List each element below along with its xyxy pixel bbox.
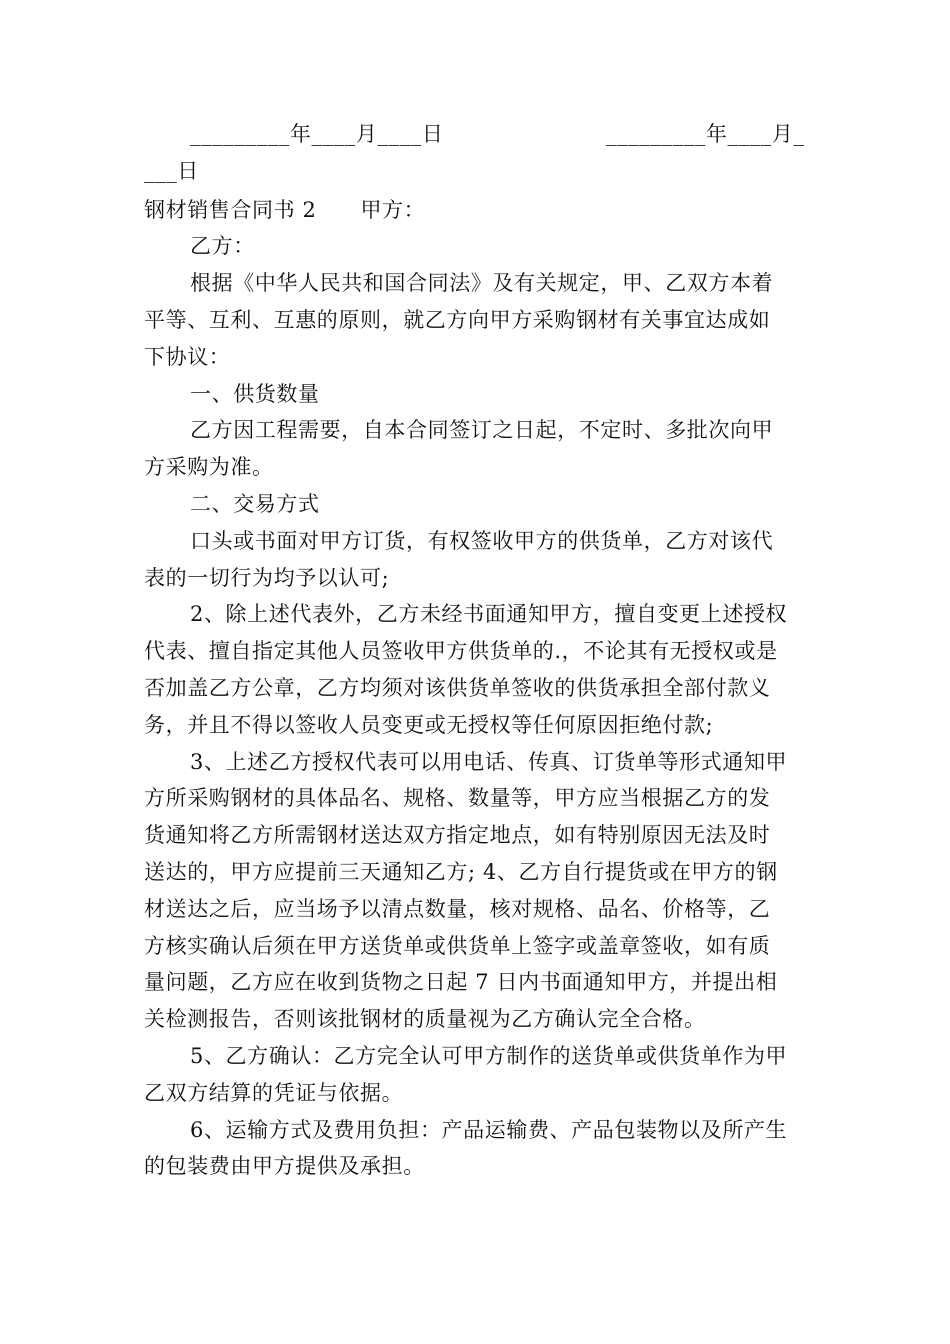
text-line-intro-1: 根据《中华人民共和国合同法》及有关规定，甲、乙双方本着 <box>190 271 774 296</box>
text-line-item4-2: 材送达之后，应当场予以清点数量，核对规格、品名、价格等，乙 <box>144 896 771 921</box>
text-line-sec2-2: 表的一切行为均予以认可; <box>144 565 390 590</box>
title-row <box>144 192 808 229</box>
text-line-item3-2: 方所采购钢材的具体品名、规格、数量等，甲方应当根据乙方的发 <box>144 786 771 811</box>
document-body <box>144 116 808 1185</box>
text-line-item2-4: 务，并且不得以签收人员变更或无授权等任何原因拒绝付款; <box>144 712 714 737</box>
date-continuation: ___日 <box>144 158 199 183</box>
text-line-item4-3: 方核实确认后须在甲方送货单或供货单上签字或盖章签收，如有质 <box>144 933 771 958</box>
text-line-sec2-1: 口头或书面对甲方订货，有权签收甲方的供货单，乙方对该代 <box>190 528 774 553</box>
text-line-item6-1: 6、运输方式及费用负担：产品运输费、产品包装物以及所产生 <box>190 1117 788 1142</box>
text-line-item6-2: 的包装费由甲方提供及承担。 <box>144 1154 425 1179</box>
text-line-item5-1: 5、乙方确认：乙方完全认可甲方制作的送货单或供货单作为甲 <box>190 1043 788 1068</box>
party-a-label: 甲方： <box>360 197 426 222</box>
contract-text <box>144 265 808 1185</box>
text-line-sec2-heading: 二、交易方式 <box>190 491 320 516</box>
signature-date-line <box>144 116 808 153</box>
text-line-sec1-1: 乙方因工程需要，自本合同签订之日起，不定时、多批次向甲 <box>190 418 774 443</box>
date-left: _________年____月____日 <box>190 122 444 146</box>
text-line-item4-5: 关检测报告，否则该批钢材的质量视为乙方确认完全合格。 <box>144 1007 706 1032</box>
text-line-item5-2: 乙双方结算的凭证与依据。 <box>144 1080 404 1105</box>
party-b-label: 乙方： <box>190 234 255 259</box>
text-line-item3-1: 3、上述乙方授权代表可以用电话、传真、订货单等形式通知甲 <box>190 749 788 774</box>
text-line-item2-2: 代表、擅自指定其他人员签收甲方供货单的.，不论其有无授权或是 <box>144 639 778 664</box>
text-line-intro-3: 下协议： <box>144 344 231 369</box>
text-line-item3-4: 送达的，甲方应提前三天通知乙方; 4、乙方自行提货或在甲方的钢 <box>144 859 778 884</box>
text-line-sec1-heading: 一、供货数量 <box>190 381 320 406</box>
contract-title: 钢材销售合同书 2 <box>144 197 317 222</box>
date-right: _________年____月_ <box>606 122 805 146</box>
text-line-item2-3: 否加盖乙方公章，乙方均须对该供货单签收的供货承担全部付款义 <box>144 675 771 700</box>
text-line-item3-3: 货通知将乙方所需钢材送达双方指定地点，如有特别原因无法及时 <box>144 823 771 848</box>
text-line-item4-4: 量问题，乙方应在收到货物之日起 7 日内书面通知甲方，并提出相 <box>144 970 778 995</box>
text-line-item2-1: 2、除上述代表外，乙方未经书面通知甲方，擅自变更上述授权 <box>190 602 788 627</box>
text-line-sec1-2: 方采购为准。 <box>144 455 274 480</box>
text-line-intro-2: 平等、互利、互惠的原则，就乙方向甲方采购钢材有关事宜达成如 <box>144 307 771 332</box>
